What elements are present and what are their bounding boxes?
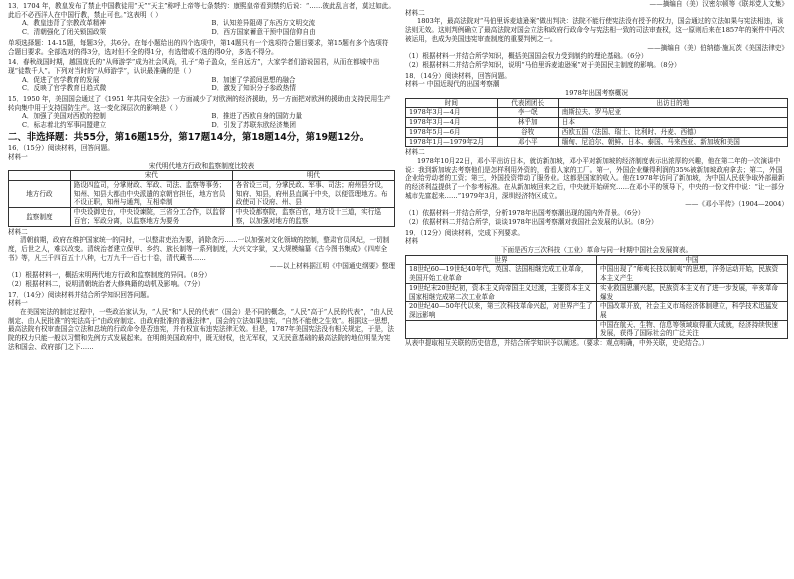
table2-row xyxy=(406,127,788,137)
table3-cell xyxy=(406,320,597,338)
table1-cell: 监察制度 xyxy=(9,208,71,226)
table1 xyxy=(8,170,395,226)
q14-stem: 14．春秋战国时期，越国庞氏的“从师游学”成为社会风尚，孔子“弟子盈众，至自远方”，大家学者们游说国君，从而在都城中出现“徒数千人”。下列对当时的“从师游学”，认识最准确的是（ ） xyxy=(8,58,380,75)
table1-header-cell xyxy=(9,171,71,181)
table2-cell: 邓小平 xyxy=(497,137,558,147)
table1-cell: 中央设御史台，中央设谏院，三省分工合作，以监督百官；军政分离，以监察地方为要务 xyxy=(70,208,232,226)
q17-part2: （2）根据材料二并结合所学知识，说明“马伯里诉麦迪逊案”对于美国民主制度的影响。（8分） xyxy=(405,60,681,69)
table3-cell: 18世纪60—19世纪40年代，英国、法国相继完成工业革命，美国开始工业革命 xyxy=(406,265,597,283)
table2-cell: 林乎加 xyxy=(497,118,558,128)
table3-cell: 中国在航天、生物、信息等领域取得重大成就，经济持续快速发展，获得了国际社会的广泛关注 xyxy=(597,320,788,338)
q13-option-d: D．西方国家蓄意干预中国信仰自由 xyxy=(211,28,316,37)
table2-header-row xyxy=(406,98,788,108)
table2-cell: 日本 xyxy=(558,118,787,128)
q17-material2-label: 材料二 xyxy=(405,8,425,17)
q18-material1-lead: 材料一 中国近现代的出国考察潮 xyxy=(405,80,500,89)
table3-header-cell: 世界 xyxy=(406,255,597,265)
q18-title: 18．（14分）阅读材料，回答问题。 xyxy=(405,71,511,80)
table3-caption: 下面是西方三次科技（工业）革命与同一时期中国社会发展简表。 xyxy=(500,245,693,254)
table1-cell: 中央设都察院，监察百官，地方设十三道，实行巡察，以加强对地方的监察 xyxy=(232,208,394,226)
table3-row xyxy=(406,265,788,283)
q16-material2-text: 清朝前期，政府在维护国家统一的同时，一以整肃吏治为要，消除贪污……一以加强对文化领域的控制，整肃官员风纪，一切制度，后世之人，难以改变。清统治者建立保甲、乡约、族长制等一系列制度，大兴文字狱，又大规模编纂《古今图书集成》《四库全书》等，凡三千四百五十八种，七万九千一百七十卷，清代藏书…… xyxy=(8,236,390,262)
q18-material2-source: ——《邓小平传》（1904—2004） xyxy=(685,200,788,209)
table1-cell: 路设四监司，分掌财政、军政、司法、监察等事务；知州、知县大都由中央派遣的京朝官担任，地方官员不设正职，知州与通判，互相牵制 xyxy=(70,181,232,208)
table1-header-cell: 宋代 xyxy=(70,171,232,181)
table2-cell: 南斯拉夫、罗马尼亚 xyxy=(558,108,787,118)
q16-material1-label: 材料一 xyxy=(8,152,28,161)
q18-material2-text: 1978年10月22日，邓小平出访日本，就访新加坡，邓小平对新加坡的经济制度表示出浓厚的兴趣，他在第二年的一次演讲中说：我到新加坡去考察他们是怎样利用外资的，看看人家的工厂。第一，外国企业赚得利润的35%被新加坡政府拿去；第二，外国企业给劳动者的工资；第三，外国投资带动了服务业。这都是国家的收入。他在1978年访问了新加坡，为中国人民获争取外部最新的经济利益提供了一个参考标准。在从新加坡回来之后，中央就开始研究……在邓小平的领导下，中央的一份文件中说：“让一部分城市先富起来……”1979年3月，深圳经济特区成立。 xyxy=(405,156,785,200)
q16-part2: （2）根据材料二，说明清朝统治者大修典籍的动机及影响。（7分） xyxy=(8,279,205,288)
table3-cell: 实业救国思潮兴起，民族资本主义有了进一步发展，辛亥革命爆发 xyxy=(597,283,788,301)
table2-cell: 1978年3月—4月 xyxy=(406,108,498,118)
table3-row xyxy=(406,320,788,338)
table2-header-cell: 代表团团长 xyxy=(497,98,558,108)
q13-option-c: C．清朝强化了闭关锁国政策 xyxy=(22,28,107,37)
table2-row xyxy=(406,137,788,147)
table2-header-cell: 出访目的地 xyxy=(558,98,787,108)
table2-title: 1978年出国考察概况 xyxy=(565,89,628,98)
table1-cell: 地方行政 xyxy=(9,181,71,208)
table3-row xyxy=(406,302,788,320)
q19-material-label: 材料 xyxy=(405,237,419,246)
table2-row xyxy=(406,118,788,128)
q13-option-b: B．认知差异阻碍了东西方文明交流 xyxy=(211,19,316,28)
q17-material1-source: ——摘编自（美）汉密尔顿等《联邦党人文集》 xyxy=(649,0,788,8)
table2-cell: 谷牧 xyxy=(497,127,558,137)
table3-cell: 中国改革开放，社会主义市场经济体制建立，科学技术迅猛发展 xyxy=(597,302,788,320)
q17-title: 17．（14分）阅读材料并结合所学知识回答问题。 xyxy=(8,290,154,299)
q14-option-d: D．激发了知识分子参政热情 xyxy=(211,84,296,93)
table3-cell: 20世纪40—50年代以来，第三次科技革命兴起，对世界产生了深远影响 xyxy=(406,302,597,320)
table3 xyxy=(405,255,788,339)
table2-cell: 1978年5月—6月 xyxy=(406,127,498,137)
table2-row xyxy=(406,108,788,118)
table1-row xyxy=(9,208,395,226)
q13-options xyxy=(22,19,395,36)
q14-option-a: A．促进了官学教育的发展 xyxy=(22,75,100,84)
q19-title: 19．（12分）阅读材料，完成下列要求。 xyxy=(405,228,524,237)
table3-row xyxy=(406,283,788,301)
table2-cell: 1978年3月—4月 xyxy=(406,118,498,128)
q14-option-c: C．反映了官学教育日趋式微 xyxy=(22,84,107,93)
q17-part1: （1）根据材料一并结合所学知识，概括美国国会权力受到制约的理论基础。（6分） xyxy=(405,52,648,61)
q16-material2-label: 材料二 xyxy=(8,227,28,236)
q17-material1-text: 在美国宪法的制定过程中，一些政治家认为，“人民”和“人民的代表”（国会）是不同的概念，“人民”高于“人民的代表”，“由人民制定、由人民批准”的宪法高于“由政府制定、由政府批准的普通法律”，国会的立法如果违宪，“自然不能使之生效”。根据这一思想，最高法院有权审查国会立法和总统的行政命令是否违宪，并有权宣布违宪法律无效。但是，1787年美国宪法没有相关规定，于是，法院的权力只能一般以习惯和先例方式发展起来。在明朗美国政府中，既无财权，也无军权，又无民意基础的最高法院的地位明显为宪法和国会、政府部门之下…… xyxy=(8,307,395,351)
table3-cell: 中国出现了“师夷长技以制夷”的思想，洋务运动开始，民族资本主义产生 xyxy=(597,265,788,283)
table1-cell: 各省设三司，分掌民政、军事、司法；府州县分设，知府、知县，府州县直属于中央，以便管理地方。布政使司下设府、州、县 xyxy=(232,181,394,208)
q13-stem: 13．1704 年，教皇发布了禁止中国教徒用“天”“天主”称呼上帝等七条禁约：康熙皇帝看到禁约后说：“……彼此乱言者，莫过如此。此后不必西洋人在中国行教，禁止可也。”这表明（ ） xyxy=(8,2,395,19)
q15-option-c: C．标志着北约军事同盟建立 xyxy=(22,121,107,130)
q15-stem: 15．1950 年，美国国会通过了《1951 年共同安全法》一方面减少了对欧洲的经济援助，另一方面把对欧洲的援助由支持民用生产转向集中用于支持国防生产。这一变化深层次的影响是（ ） xyxy=(8,95,391,112)
q17-material2-source: ——摘编自（美）伯纳德·施瓦茨《美国法律史》 xyxy=(647,43,788,52)
q18-part2: （2）依据材料二并结合所学，谈谈1978年出国考察潮对我国社会发展的认识。（8分） xyxy=(405,217,658,226)
q15-options xyxy=(22,112,395,129)
table2-cell: 李一氓 xyxy=(497,108,558,118)
table3-header-row xyxy=(406,255,788,265)
choice-instruction: 单项选择题：14-15题，每题3分，共6分。在每小题给出的四个选项中，第14题只有一个选项符合题目要求，第15题有多个选项符合题目要求。全部选对的得3分，选对但不全的得1分，有选错或不选的得0分，多选不得分。 xyxy=(8,38,389,56)
q16-material2-source: ——以上材料据江明《中国通史纲要》整理 xyxy=(269,262,395,271)
q19-requirement: 从表中提取相互关联的历史信息，并结合所学知识予以阐述。（要求：观点明确，中外关联，史论结合。） xyxy=(405,339,709,348)
q18-material2-label: 材料二 xyxy=(405,148,425,157)
table2 xyxy=(405,98,788,148)
q16-part1: （1）根据材料一，概括宋明两代地方行政和监察制度的异同。（8分） xyxy=(8,271,211,280)
q15-option-b: B．推进了西欧自身的国防力量 xyxy=(211,112,303,121)
q17-material1-label: 材料一 xyxy=(8,299,28,308)
table2-cell: 缅甸、尼泊尔、朝鲜、日本、泰国、马来西亚、新加坡和美国 xyxy=(558,137,787,147)
q15-option-a: A．加强了美国对西欧的控制 xyxy=(22,112,106,121)
table3-cell: 19世纪末20世纪初，资本主义向帝国主义过渡，主要资本主义国家相继完成第二次工业革命 xyxy=(406,283,597,301)
table2-cell: 西欧五国（法国、瑞士、比利时、丹麦、西德） xyxy=(558,127,787,137)
table1-header-cell: 明代 xyxy=(232,171,394,181)
q14-option-b: B．加速了学派间思想的融合 xyxy=(211,75,296,84)
q18-part1: （1）依据材料一并结合所学，分析1978年出国考察潮出现的国内外背景。（6分） xyxy=(405,209,645,218)
q15-option-d: D．引发了苏联东欧经济集团 xyxy=(211,121,296,130)
table2-header-cell: 时间 xyxy=(406,98,498,108)
q14-options xyxy=(22,76,395,93)
table2-cell: 1978年1月—1979年2月 xyxy=(406,137,498,147)
table1-header-row xyxy=(9,171,395,181)
table1-row xyxy=(9,181,395,208)
q17-material2-text: 1803年，最高法院对“马伯里诉麦迪逊案”做出判决：法院不能行使宪法没有授予的权力，国会通过的立法如果与宪法相违，该法则无效。这则判例确立了最高法院对国会立法和政府行政命令与宪法相一致的司法审查权，这一原则后来在1857年的案件中再次被运用，也成为美国违宪审查制度的重要判例之一。 xyxy=(405,17,785,43)
q16-title: 16．（15分）阅读材料，回答问题。 xyxy=(8,144,114,153)
right-column xyxy=(405,0,788,579)
left-column xyxy=(8,0,395,579)
part2-heading: 二、非选择题：共55分，第16题15分，第17题14分，第18题14分，第19题12分。 xyxy=(8,131,370,143)
table1-caption: 宋代明代地方行政和监察制度比较表 xyxy=(148,161,255,170)
table3-header-cell: 中国 xyxy=(597,255,788,265)
q13-option-a: A．教皇违背了宗教改革精神 xyxy=(22,19,106,28)
